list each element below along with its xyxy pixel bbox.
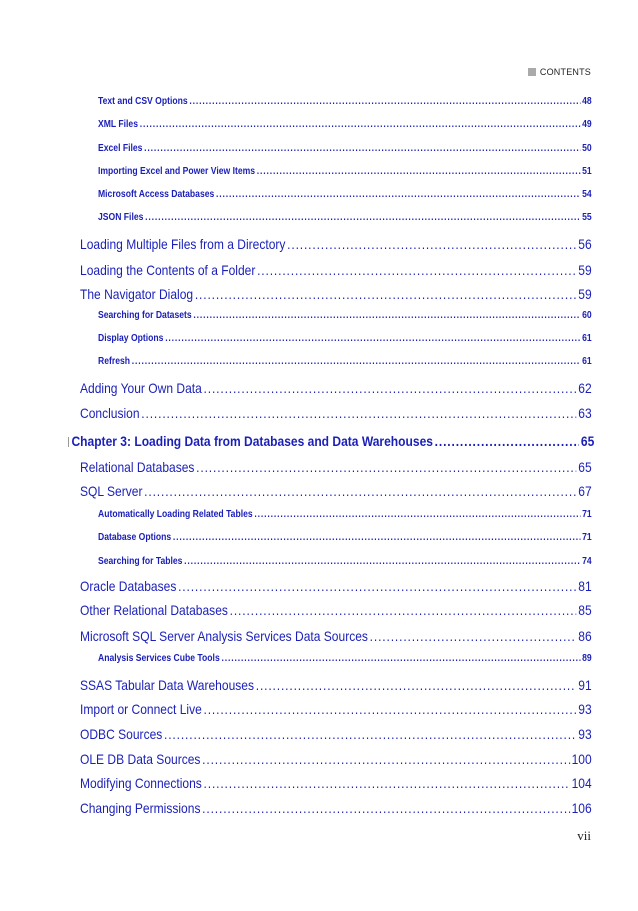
toc-entry-page: 71: [582, 532, 592, 543]
toc-entry-page: 48: [582, 96, 592, 107]
toc-entry-page: 67: [578, 483, 592, 499]
toc-entry[interactable]: [80, 405, 592, 421]
dot-leader: [254, 509, 580, 520]
toc-entry[interactable]: [80, 677, 592, 693]
toc-entry-title: Adding Your Own Data: [80, 380, 202, 396]
toc-entry[interactable]: [80, 578, 592, 594]
toc-entry-title: Searching for Datasets: [98, 310, 192, 321]
toc-entry-page: 63: [578, 405, 592, 421]
toc-entry-page: 91: [578, 677, 592, 693]
toc-entry-title: Text and CSV Options: [98, 96, 188, 107]
toc-entry-title: ODBC Sources: [80, 726, 163, 742]
dot-leader: [202, 751, 570, 767]
toc-entry-page: 54: [582, 189, 592, 200]
toc-entry-title: XML Files: [98, 119, 138, 130]
toc-entry-title: Display Options: [98, 333, 164, 344]
toc-entry[interactable]: [80, 800, 592, 816]
toc-entry-page: 89: [582, 653, 592, 664]
toc-entry-title: Chapter 3: Loading Data from Databases and Data Warehouses: [71, 433, 433, 449]
toc-entry-page: 74: [582, 556, 592, 567]
toc-entry-title: Searching for Tables: [98, 556, 183, 567]
toc-entry-title: Loading the Contents of a Folder: [80, 262, 256, 278]
dot-leader: [257, 166, 581, 177]
toc-entry-title: Changing Permissions: [80, 800, 201, 816]
toc-entry-title: Microsoft Access Databases: [98, 189, 215, 200]
toc-entry[interactable]: [98, 189, 592, 200]
dot-leader: [196, 459, 576, 475]
toc-entry[interactable]: [80, 726, 592, 742]
dot-leader: [204, 701, 577, 717]
toc-entry-page: 81: [578, 578, 592, 594]
toc-entry-page: 59: [578, 286, 592, 302]
toc-entry-title: Relational Databases: [80, 459, 195, 475]
toc-entry-title: Modifying Connections: [80, 775, 202, 791]
dot-leader: [230, 602, 577, 618]
toc-entry-page: 60: [582, 310, 592, 321]
toc-entry-title: Automatically Loading Related Tables: [98, 509, 253, 520]
toc-entry-page: 65: [580, 433, 595, 449]
dot-leader: [178, 578, 576, 594]
toc-entry-page: 93: [578, 726, 592, 742]
toc-entry[interactable]: [98, 333, 592, 344]
toc-entry-title: Analysis Services Cube Tools: [98, 653, 220, 664]
toc-entry-title: Conclusion: [80, 405, 140, 421]
toc-entry-page: 62: [578, 380, 592, 396]
dot-leader: [145, 212, 580, 223]
toc-entry-page: 59: [578, 262, 592, 278]
toc-entry[interactable]: [80, 775, 592, 791]
toc-entry-page: 50: [582, 143, 592, 154]
toc-entry[interactable]: [98, 532, 592, 543]
toc-entry[interactable]: [98, 96, 592, 107]
toc-entry-title: Importing Excel and Power View Items: [98, 166, 256, 177]
toc-entry-title: Refresh: [98, 356, 131, 367]
dot-leader: [202, 800, 570, 816]
toc-entry[interactable]: [80, 602, 592, 618]
dot-leader: [216, 189, 580, 200]
toc-entry-title: Microsoft SQL Server Analysis Services Data Sources: [80, 628, 368, 644]
toc-entry-page: 104: [571, 775, 592, 791]
toc-entry[interactable]: [98, 143, 592, 154]
toc-entry[interactable]: [98, 166, 592, 177]
dot-leader: [144, 483, 576, 499]
toc-entry-title: Other Relational Databases: [80, 602, 228, 618]
dot-leader: [193, 310, 580, 321]
toc-entry-title: OLE DB Data Sources: [80, 751, 201, 767]
toc-entry-page: 85: [578, 602, 592, 618]
dot-leader: [165, 333, 580, 344]
dot-leader: [132, 356, 581, 367]
toc-entry-page: 93: [578, 701, 592, 717]
dot-leader: [256, 677, 577, 693]
dot-leader: [144, 143, 580, 154]
toc-entry-title: Oracle Databases: [80, 578, 177, 594]
toc-entry-page: 86: [578, 628, 592, 644]
toc-entry-page: 61: [582, 356, 592, 367]
toc-entry-title: Database Options: [98, 532, 172, 543]
dot-leader: [204, 380, 577, 396]
toc-entry-title: Import or Connect Live: [80, 701, 202, 717]
toc-entry[interactable]: [98, 119, 592, 130]
toc-entry[interactable]: [80, 286, 592, 302]
toc-entry[interactable]: [68, 433, 594, 449]
dot-leader: [435, 433, 580, 449]
toc-entry-title: Loading Multiple Files from a Directory: [80, 236, 286, 252]
toc-entry[interactable]: [98, 509, 592, 520]
dot-leader: [257, 262, 576, 278]
toc-entry-title: SSAS Tabular Data Warehouses: [80, 677, 255, 693]
dot-leader: [189, 96, 580, 107]
running-header: [528, 67, 591, 77]
dot-leader: [141, 405, 576, 421]
toc-entry[interactable]: [98, 356, 592, 367]
toc-entry[interactable]: [80, 701, 592, 717]
toc-entry-page: 51: [582, 166, 592, 177]
dot-leader: [164, 726, 577, 742]
dot-leader: [140, 119, 581, 130]
running-header-label: CONTENTS: [539, 67, 591, 77]
toc-entry[interactable]: [80, 236, 592, 252]
square-bullet-icon: [528, 68, 536, 76]
toc-entry[interactable]: [98, 653, 592, 664]
dot-leader: [195, 286, 577, 302]
toc-entry-title: Excel Files: [98, 143, 143, 154]
toc-entry[interactable]: [80, 628, 592, 644]
page-number: vii: [577, 828, 591, 843]
toc-entry-page: 100: [571, 751, 592, 767]
toc-entry[interactable]: [98, 310, 592, 321]
toc-entry-page: 65: [578, 459, 592, 475]
toc-entry[interactable]: [80, 751, 592, 767]
toc-entry[interactable]: [80, 483, 592, 499]
toc-entry-title: JSON Files: [98, 212, 144, 223]
toc-entry-page: 49: [582, 119, 592, 130]
toc-entry-page: 106: [571, 800, 592, 816]
toc-entry-page: 55: [582, 212, 592, 223]
square-bullet-icon: [68, 437, 69, 447]
toc-entry[interactable]: [98, 212, 592, 223]
toc-entry-page: 61: [582, 333, 592, 344]
dot-leader: [173, 532, 581, 543]
toc-entry[interactable]: [80, 380, 592, 396]
toc-entry-page: 56: [578, 236, 592, 252]
dot-leader: [221, 653, 580, 664]
toc-entry-page: 71: [582, 509, 592, 520]
dot-leader: [184, 556, 580, 567]
toc-entry-title: SQL Server: [80, 483, 143, 499]
toc-entry[interactable]: [80, 459, 592, 475]
toc-entry[interactable]: [80, 262, 592, 278]
dot-leader: [370, 628, 577, 644]
dot-leader: [204, 775, 570, 791]
toc-entry[interactable]: [98, 556, 592, 567]
toc-entry-title: The Navigator Dialog: [80, 286, 194, 302]
dot-leader: [287, 236, 576, 252]
